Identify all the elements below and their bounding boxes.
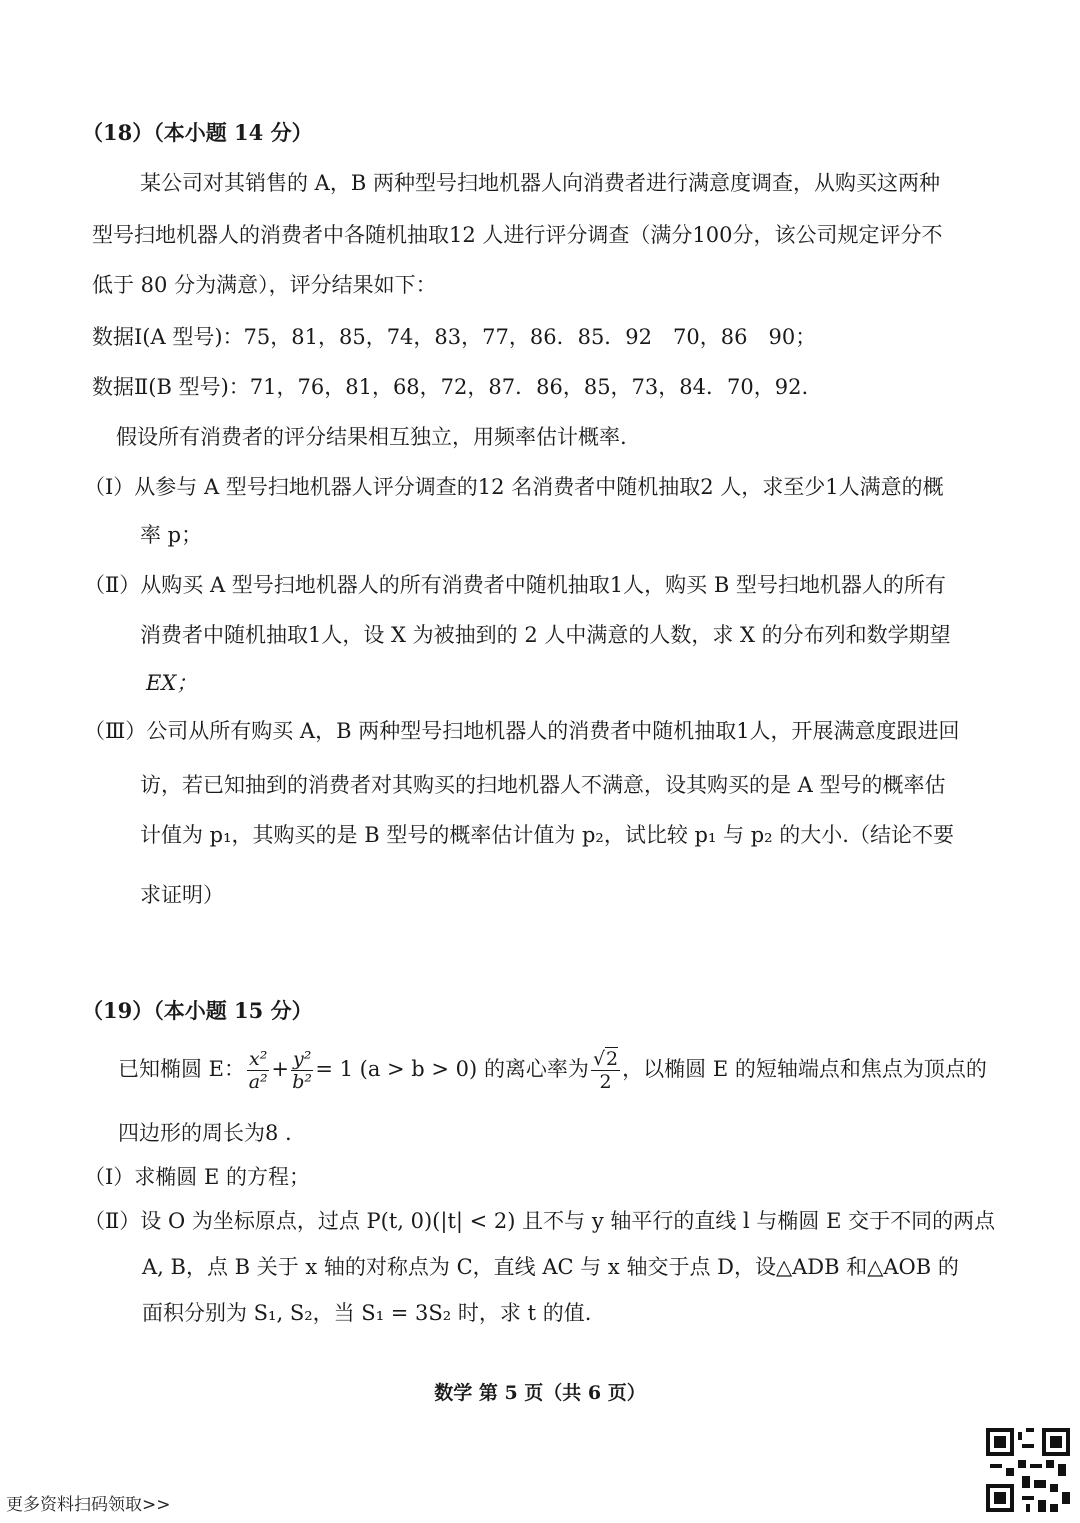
qr-code-icon[interactable] (986, 1428, 1070, 1512)
data2-values: 71，76，81，68，72，87．86，85，73，84．70，92. (249, 375, 809, 399)
q18-part1-line1: （Ⅰ）从参与 A 型号扫地机器人评分调查的12 名消费者中随机抽取2 人，求至少1人满意的概 (84, 475, 944, 499)
q18-part3-line1: （Ⅲ）公司从所有购买 A，B 两种型号扫地机器人的消费者中随机抽取1人，开展满意度跟进回 (84, 719, 960, 743)
data1-label: 数据Ⅰ(A 型号)： (92, 325, 244, 349)
q19-part2-line3: 面积分别为 S₁, S₂，当 S₁ = 3S₂ 时，求 t 的值. (142, 1301, 592, 1325)
q18-header: （18）（本小题 14 分） (82, 120, 313, 145)
q18-part3-line4: 求证明） (140, 883, 224, 907)
more-materials-link[interactable]: 更多资料扫码领取>> (6, 1495, 171, 1515)
q18-part2-line2: 消费者中随机抽取1人，设 X 为被抽到的 2 人中满意的人数，求 X 的分布列和数学期望 (140, 623, 951, 647)
q18-intro-line3: 低于 80 分为满意），评分结果如下： (92, 273, 437, 297)
q19-part2-line2: A, B，点 B 关于 x 轴的对称点为 C，直线 AC 与 x 轴交于点 D，设△ADB 和△AOB 的 (142, 1255, 959, 1279)
page-footer: 数学 第 5 页（共 6 页） (434, 1382, 646, 1404)
q18-part2-line3: EX； (146, 671, 198, 695)
q19-part2-line1: （Ⅱ）设 O 为坐标原点，过点 P(t, 0)(|t| < 2) 且不与 y 轴平行的直线 l 与椭圆 E 交于不同的两点 (84, 1209, 996, 1233)
q18-intro-line2: 型号扫地机器人的消费者中各随机抽取12 人进行评分调查（满分100分，该公司规定评分不 (92, 223, 943, 247)
q19-line1: 已知椭圆 E： $\frac{\text{x²}}{\text{a²}}$ + $\frac{\text{y²}}{\text{b²}}$ = 1 (a > b > 0) 的离心率为 $\frac{√2}{2}$ ，以椭圆 E 的短轴端点和焦点为顶点的 (118, 1048, 987, 1093)
q19-line1-suffix: ，以椭圆 E 的短轴端点和焦点为顶点的 (622, 1057, 987, 1081)
q18-intro-line1: 某公司对其销售的 A，B 两种型号扫地机器人向消费者进行满意度调查，从购买这两种 (140, 171, 940, 195)
q18-part3-line2: 访，若已知抽到的消费者对其购买的扫地机器人不满意，设其购买的是 A 型号的概率估 (140, 773, 946, 797)
q19-line1-eq: = 1 (a > b > 0) (315, 1057, 478, 1081)
q18-part1-line2: 率 p； (140, 523, 203, 547)
q19-header: （19）（本小题 15 分） (82, 998, 313, 1023)
data2-row (92, 372, 808, 402)
q18-assumption: 假设所有消费者的评分结果相互独立，用频率估计概率. (116, 425, 627, 449)
data1-values: 75，81，85，74，83，77，86．85．92 70，86 90； (243, 325, 817, 349)
fraction-sqrt2-over-2: $\frac{√2}{2}$ (592, 1048, 619, 1093)
q18-part3-line3: 计值为 p₁，其购买的是 B 型号的概率估计值为 p₂，试比较 p₁ 与 p₂ 的大小.（结论不要 (140, 823, 954, 847)
fraction-x2-a2: $\frac{\text{x²}}{\text{a²}}$ (248, 1048, 268, 1093)
fraction-y2-b2: $\frac{\text{y²}}{\text{b²}}$ (292, 1048, 313, 1093)
q19-line1-prefix: 已知椭圆 E： (118, 1057, 246, 1081)
q19-part1: （Ⅰ）求椭圆 E 的方程； (84, 1165, 310, 1189)
data1-row (92, 322, 816, 352)
q19-line2: 四边形的周长为8 . (118, 1121, 292, 1145)
q19-line1-mid: 的离心率为 (483, 1057, 589, 1081)
data2-label: 数据Ⅱ(B 型号)： (92, 375, 250, 399)
q18-part2-line1: （Ⅱ）从购买 A 型号扫地机器人的所有消费者中随机抽取1人，购买 B 型号扫地机器人的所有 (84, 573, 946, 597)
